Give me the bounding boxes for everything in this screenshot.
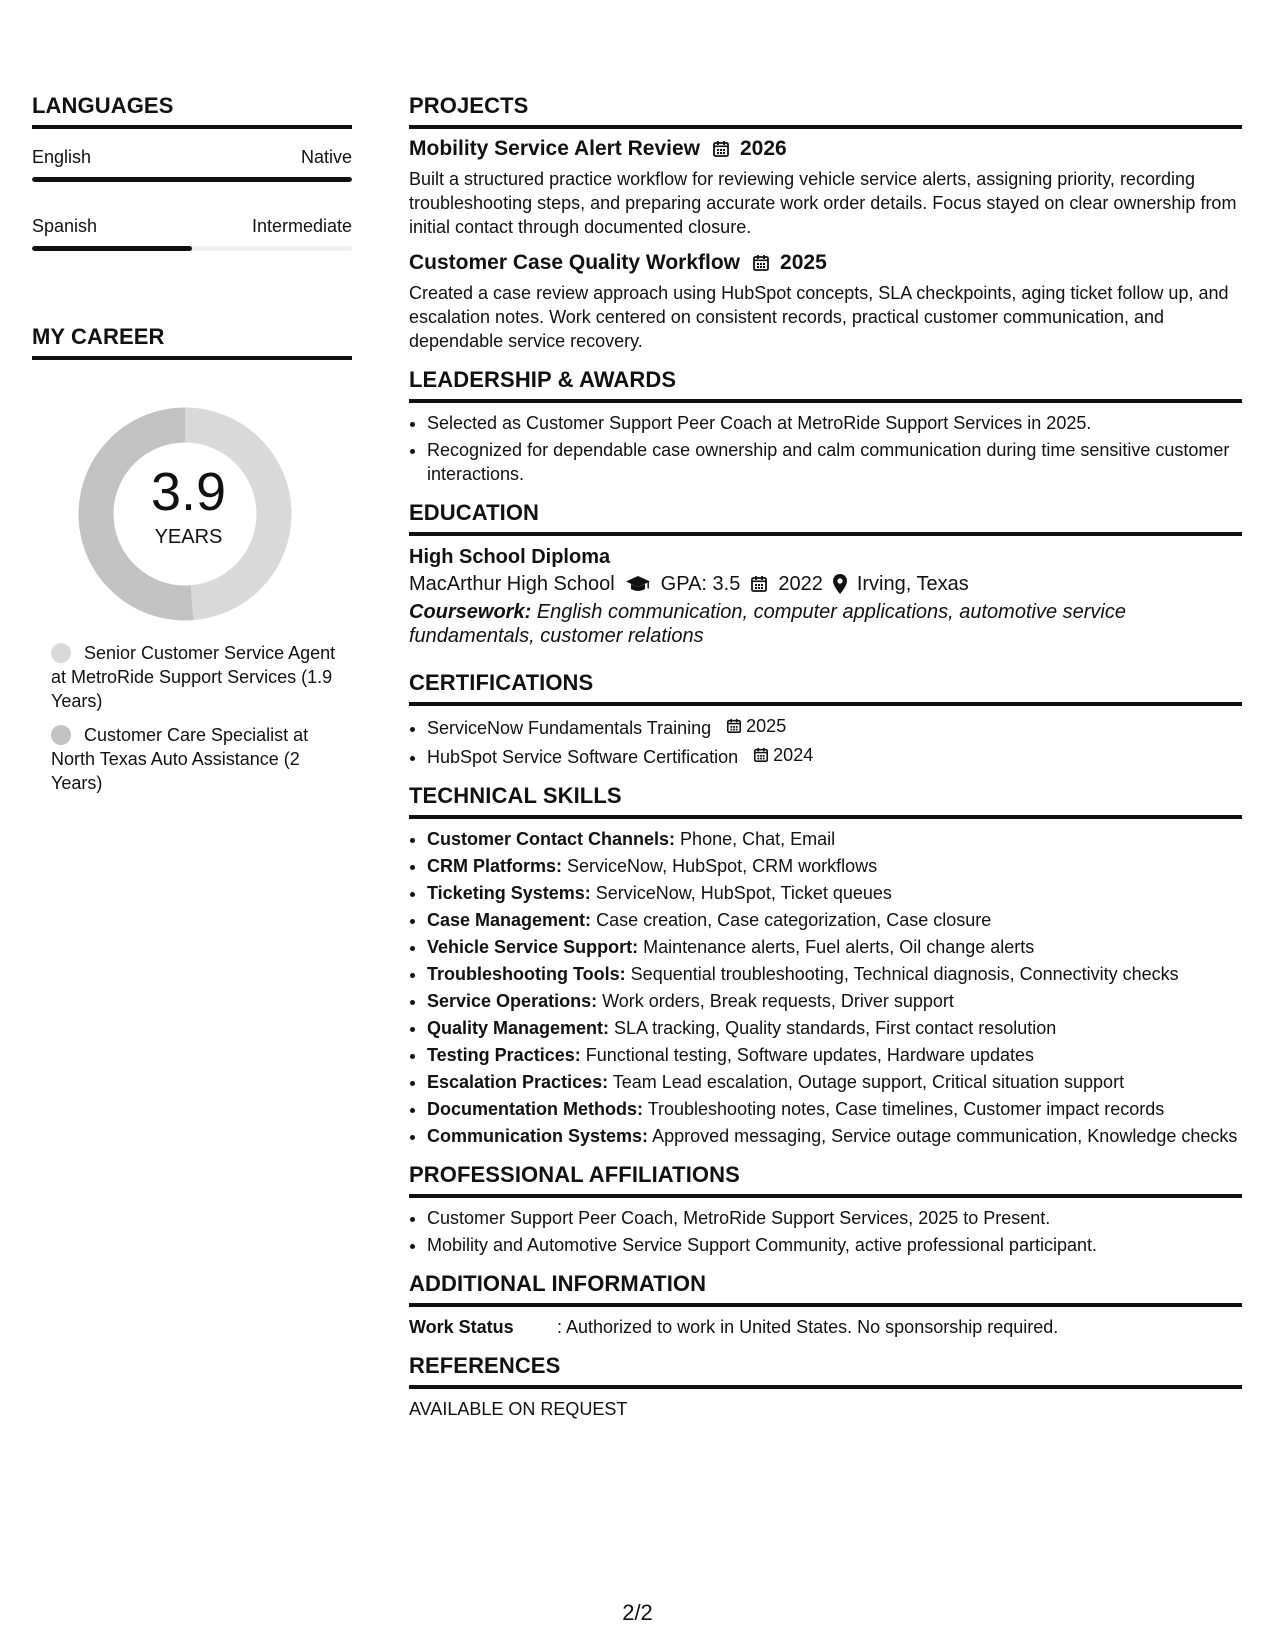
left-column [32, 93, 352, 805]
language-level: Intermediate [251, 216, 352, 236]
legend-dot-icon [51, 643, 71, 663]
skills-list [409, 827, 1242, 1148]
language-proficiency-fill [32, 246, 192, 251]
list-item: • Customer Support Peer Coach, MetroRide Support Services, 2025 to Present. [427, 1206, 1242, 1230]
affiliations-list [409, 1206, 1242, 1257]
skill-label: Communication Systems: [427, 1126, 649, 1146]
calendar-icon [753, 747, 769, 763]
skill-label: Vehicle Service Support: [427, 937, 639, 957]
skill-item [427, 935, 1242, 959]
language-name: English [32, 147, 92, 167]
leadership-heading: LEADERSHIP & AWARDS [409, 367, 1242, 403]
skill-item [427, 881, 1242, 905]
certifications-heading: CERTIFICATIONS [409, 670, 1242, 706]
language-proficiency-fill [32, 177, 352, 182]
list-item: • Mobility and Automotive Service Support Community, active professional participant. [427, 1233, 1242, 1257]
project-item [409, 249, 1242, 353]
language-item [32, 215, 352, 251]
leadership-list [409, 411, 1242, 486]
certifications-list [409, 714, 1242, 769]
language-proficiency-bar [32, 246, 352, 251]
career-legend [32, 641, 352, 795]
skill-label: Quality Management: [427, 1018, 610, 1038]
skill-value: Maintenance alerts, Fuel alerts, Oil change alerts [643, 937, 1035, 957]
project-year: 2026 [740, 137, 787, 160]
career-donut-chart [32, 394, 352, 634]
skill-value: Troubleshooting notes, Case timelines, Customer impact records [647, 1099, 1165, 1119]
skill-value: Work orders, Break requests, Driver support [602, 991, 954, 1011]
certification-name: HubSpot Service Software Certification [427, 747, 739, 767]
skill-value: ServiceNow, HubSpot, CRM workflows [567, 856, 878, 876]
language-item [32, 146, 352, 182]
skill-label: CRM Platforms: [427, 856, 563, 876]
language-proficiency-bar [32, 177, 352, 182]
languages-heading: LANGUAGES [32, 93, 352, 129]
certification-year: 2024 [773, 745, 814, 765]
work-status-row [409, 1315, 1242, 1339]
certification-name: ServiceNow Fundamentals Training [427, 718, 712, 738]
education-degree: High School Diploma [409, 546, 611, 568]
work-status-label: Work Status [409, 1317, 514, 1337]
additional-info-heading: ADDITIONAL INFORMATION [409, 1271, 1242, 1307]
skill-label: Troubleshooting Tools: [427, 964, 626, 984]
skill-value: Case creation, Case categorization, Case closure [596, 910, 992, 930]
education-school: MacArthur High School [409, 573, 615, 595]
education-year: 2022 [778, 573, 823, 595]
skill-value: Phone, Chat, Email [680, 829, 836, 849]
skills-heading: TECHNICAL SKILLS [409, 783, 1242, 819]
right-column [409, 93, 1242, 1421]
list-item [427, 743, 1242, 769]
career-total-years: 3.9 [150, 462, 227, 522]
skill-item [427, 962, 1242, 986]
career-total-unit: YEARS [154, 526, 223, 548]
list-item: • Selected as Customer Support Peer Coach at MetroRide Support Services in 2025. [427, 411, 1242, 435]
education-heading: EDUCATION [409, 500, 1242, 536]
skill-item [427, 1124, 1242, 1148]
references-text: AVAILABLE ON REQUEST [409, 1399, 628, 1419]
page-number: 2/2 [622, 1600, 653, 1625]
skill-label: Testing Practices: [427, 1045, 581, 1065]
map-pin-icon [833, 574, 847, 594]
certification-year: 2025 [746, 716, 787, 736]
language-level: Native [300, 147, 352, 167]
skill-item [427, 989, 1242, 1013]
work-status-value: : Authorized to work in United States. No sponsorship required. [557, 1317, 1059, 1337]
career-role: Senior Customer Service Agent at MetroRide Support Services (1.9 Years) [51, 643, 336, 711]
project-description: Built a structured practice workflow for reviewing vehicle service alerts, assigning priority, recording troubleshooting steps, and preparing accurate work order details. Focus stayed on clear ownership from initial contact through documented closure. [409, 169, 1237, 237]
language-name: Spanish [32, 216, 98, 236]
education-location: Irving, Texas [856, 573, 969, 595]
coursework-label: Coursework: [409, 601, 532, 623]
skill-item [427, 854, 1242, 878]
legend-dot-icon [51, 725, 71, 745]
skill-value: Team Lead escalation, Outage support, Critical situation support [612, 1072, 1125, 1092]
skill-item [427, 1097, 1242, 1121]
career-legend-item [51, 723, 352, 795]
education-coursework [409, 600, 1242, 648]
project-name: Mobility Service Alert Review [409, 137, 700, 160]
skill-label: Service Operations: [427, 991, 598, 1011]
skill-label: Documentation Methods: [427, 1099, 643, 1119]
skill-value: Sequential troubleshooting, Technical diagnosis, Connectivity checks [630, 964, 1179, 984]
skill-item [427, 1070, 1242, 1094]
skill-item [427, 1043, 1242, 1067]
skill-item [427, 1016, 1242, 1040]
skill-value: Functional testing, Software updates, Hardware updates [585, 1045, 1035, 1065]
career-role: Customer Care Specialist at North Texas Auto Assistance (2 Years) [51, 725, 309, 793]
skill-label: Case Management: [427, 910, 592, 930]
project-description: Created a case review approach using HubSpot concepts, SLA checkpoints, aging ticket follow up, and escalation notes. Work centered on consistent records, practical customer communication, and dependable service recovery. [409, 283, 1229, 351]
calendar-icon [752, 254, 770, 272]
list-item [427, 714, 1242, 740]
skill-value: Approved messaging, Service outage communication, Knowledge checks [652, 1126, 1238, 1146]
skill-value: ServiceNow, HubSpot, Ticket queues [595, 883, 892, 903]
skill-label: Escalation Practices: [427, 1072, 609, 1092]
projects-heading: PROJECTS [409, 93, 1242, 129]
references-heading: REFERENCES [409, 1353, 1242, 1389]
skill-item [427, 827, 1242, 851]
graduation-cap-icon [625, 575, 651, 593]
skill-label: Ticketing Systems: [427, 883, 591, 903]
calendar-icon [712, 140, 730, 158]
calendar-icon [750, 575, 768, 593]
education-details [409, 570, 1242, 598]
project-item [409, 135, 1242, 239]
coursework-text: English communication, computer applications, automotive service fundamentals, customer relations [409, 601, 1126, 647]
affiliations-heading: PROFESSIONAL AFFILIATIONS [409, 1162, 1242, 1198]
project-name: Customer Case Quality Workflow [409, 251, 741, 274]
list-item: • Recognized for dependable case ownership and calm communication during time sensitive customer interactions. [427, 438, 1242, 486]
calendar-icon [726, 718, 742, 734]
career-heading: MY CAREER [32, 324, 352, 360]
skill-item [427, 908, 1242, 932]
project-year: 2025 [780, 251, 827, 274]
education-gpa: GPA: 3.5 [660, 573, 741, 595]
career-legend-item [51, 641, 352, 713]
skill-value: SLA tracking, Quality standards, First contact resolution [614, 1018, 1057, 1038]
skill-label: Customer Contact Channels: [427, 829, 676, 849]
